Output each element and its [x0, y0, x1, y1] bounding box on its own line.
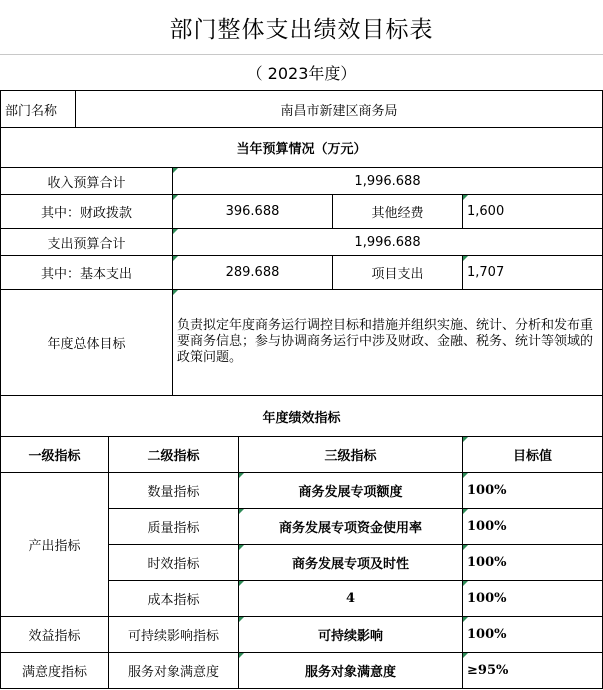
- page-title: 部门整体支出绩效目标表: [0, 0, 603, 55]
- perf-columns-row: [1, 437, 603, 473]
- level2-cell: 服务对象满意度: [109, 653, 239, 689]
- column-header-level1: 一级指标: [1, 437, 109, 473]
- level3-cell[interactable]: 商务发展专项额度: [239, 473, 463, 509]
- target-cell[interactable]: 100%: [463, 545, 603, 581]
- level2-cell: 数量指标: [109, 473, 239, 509]
- basic-value[interactable]: 289.688: [173, 256, 333, 290]
- table-row: [1, 617, 603, 653]
- other-value[interactable]: 1,600: [463, 195, 603, 229]
- fiscal-label: 其中：财政拨款: [1, 195, 173, 229]
- level3-cell[interactable]: 服务对象满意度: [239, 653, 463, 689]
- perf-heading-row: [1, 396, 603, 437]
- expense-total-row: [1, 229, 603, 256]
- perf-heading: 年度绩效指标: [1, 396, 603, 437]
- expense-total-value[interactable]: 1,996.688: [173, 229, 603, 256]
- income-split-row: [1, 195, 603, 229]
- goal-text[interactable]: 负责拟定年度商务运行调控目标和措施并组织实施、统计、分析和发布重要商务信息；参与协调商务运行中涉及财政、金融、税务、统计等领域的政策问题。: [173, 290, 603, 396]
- level2-cell: 时效指标: [109, 545, 239, 581]
- column-header-level2: 二级指标: [109, 437, 239, 473]
- income-total-label: 收入预算合计: [1, 168, 173, 195]
- level2-cell: 可持续影响指标: [109, 617, 239, 653]
- level2-cell: 成本指标: [109, 581, 239, 617]
- level3-cell[interactable]: 可持续影响: [239, 617, 463, 653]
- table-row: [1, 653, 603, 689]
- column-header-level3: 三级指标: [239, 437, 463, 473]
- expense-total-label: 支出预算合计: [1, 229, 173, 256]
- table-row: [1, 473, 603, 509]
- budget-heading-row: [1, 128, 603, 168]
- target-cell[interactable]: 100%: [463, 581, 603, 617]
- budget-heading: 当年预算情况（万元）: [1, 128, 603, 168]
- fiscal-value[interactable]: 396.688: [173, 195, 333, 229]
- level3-cell[interactable]: 商务发展专项资金使用率: [239, 509, 463, 545]
- dept-value[interactable]: 南昌市新建区商务局: [76, 91, 603, 128]
- income-total-value[interactable]: 1,996.688: [173, 168, 603, 195]
- other-label: 其他经费: [333, 195, 463, 229]
- dept-row: [1, 91, 603, 128]
- project-value[interactable]: 1,707: [463, 256, 603, 290]
- expense-split-row: [1, 256, 603, 290]
- benefit-indicator-label: 效益指标: [1, 617, 109, 653]
- level3-cell[interactable]: 4: [239, 581, 463, 617]
- target-cell[interactable]: 100%: [463, 617, 603, 653]
- level3-cell[interactable]: 商务发展专项及时性: [239, 545, 463, 581]
- income-total-row: [1, 168, 603, 195]
- performance-table: [0, 90, 603, 689]
- page-subtitle: （ 2023年度）: [246, 63, 357, 83]
- column-header-target: 目标值: [463, 437, 603, 473]
- target-cell[interactable]: ≥95%: [463, 653, 603, 689]
- basic-label: 其中：基本支出: [1, 256, 173, 290]
- target-cell[interactable]: 100%: [463, 473, 603, 509]
- goal-label: 年度总体目标: [1, 290, 173, 396]
- target-cell[interactable]: 100%: [463, 509, 603, 545]
- project-label: 项目支出: [333, 256, 463, 290]
- output-indicator-label: 产出指标: [1, 473, 109, 617]
- satisfaction-indicator-label: 满意度指标: [1, 653, 109, 689]
- level2-cell: 质量指标: [109, 509, 239, 545]
- dept-label: 部门名称: [1, 91, 76, 128]
- goal-row: [1, 290, 603, 396]
